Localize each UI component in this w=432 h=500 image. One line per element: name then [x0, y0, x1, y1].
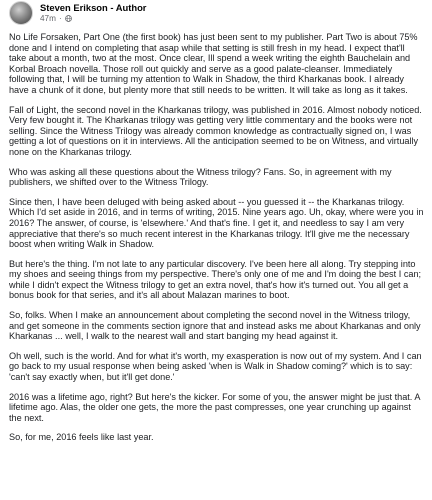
dot-separator: ·	[58, 14, 62, 23]
post-timestamp[interactable]: 47m	[40, 14, 56, 23]
post-paragraph: So, for me, 2016 feels like last year.	[9, 432, 154, 443]
globe-icon	[65, 15, 72, 22]
post-header	[9, 0, 424, 26]
author-avatar[interactable]	[9, 1, 33, 25]
post-meta	[40, 2, 146, 24]
post-subline	[40, 13, 146, 24]
post-paragraph: So, folks. When I make an announcement about completing the second novel in the Witness trilogy, and get someone in the comments section ignore that and instead asks me about Kharkanas and only Kharkanas ... well, I walk to the nearest wall and start banging my head against it.	[9, 310, 421, 342]
post-body	[9, 32, 424, 443]
post-paragraph: Oh well, such is the world. And for what it's worth, my exasperation is now out of my system. And I can go back to my usual response when being asked 'when is Walk in Shadow coming?' which is to say: 'can't say exactly when, but it'll get done.'	[9, 350, 422, 383]
post-paragraph: No Life Forsaken, Part One (the first book) has just been sent to my publisher. Part Two is about 75% done and I intend on completing that asap while that setting is still fresh in my head. I expect that'll take about a month, two at the most. Once clear, Ill spend a week writing the eighth Bauchelain and Korbal Broach novella. Those roll out quickly and serve as a good palate-cleanser. Immediately following that, I will be turning my attention to Walk in Shadow, the third Kharkanas book. I already have a chunk of it done, but plenty more that still needs to be written. It will take as long as it takes.	[9, 32, 418, 95]
post-paragraph: 2016 was a lifetime ago, right? But here's the kicker. For some of you, the answer might be just that. A lifetime ago. Alas, the older one gets, the more the past compresses, one year crunching up against the next.	[9, 391, 420, 423]
post-paragraph: Since then, I have been deluged with being asked about -- you guessed it -- the Kharkanas trilogy. Which I'd set aside in 2016, and in terms of writing, 2015. Nine years ago. Uh, okay, where were you in 2016? The answer, of course, is 'elsewhere.' And that's fine. I get it, and needless to say I am very appreciative that there's so much recent interest in the Kharkanas trilogy. It'll give me the necessary boost when writing Walk in Shadow.	[9, 196, 424, 250]
post-paragraph: But here's the thing. I'm not late to any particular discovery. I've been here all along. Try stepping into my shoes and seeing things from my perspective. There's only one of me and I'm doing the best I can; while I didn't expect the Witness trilogy to get an extra novel, that's how it's turned out. You all get a bonus book for that series, and it's all about Malazan marines to boot.	[9, 258, 422, 301]
post-paragraph: Who was asking all these questions about the Witness trilogy? Fans. So, in agreement with my publishers, we shifted over to the Witness Trilogy.	[9, 166, 392, 188]
post-paragraph: Fall of Light, the second novel in the Kharkanas trilogy, was published in 2016. Almost nobody noticed. Very few bought it. The Kharkanas trilogy was getting very little commentary and the books were not selling. Since the Witness Trilogy was already common knowledge as contractually signed on, I was getting a lot of questions on it in interviews. All the anticipation seemed to be on Witness, and virtually none on the Kharkanas trilogy.	[9, 104, 422, 157]
author-name[interactable]: Steven Erikson - Author	[40, 2, 147, 13]
